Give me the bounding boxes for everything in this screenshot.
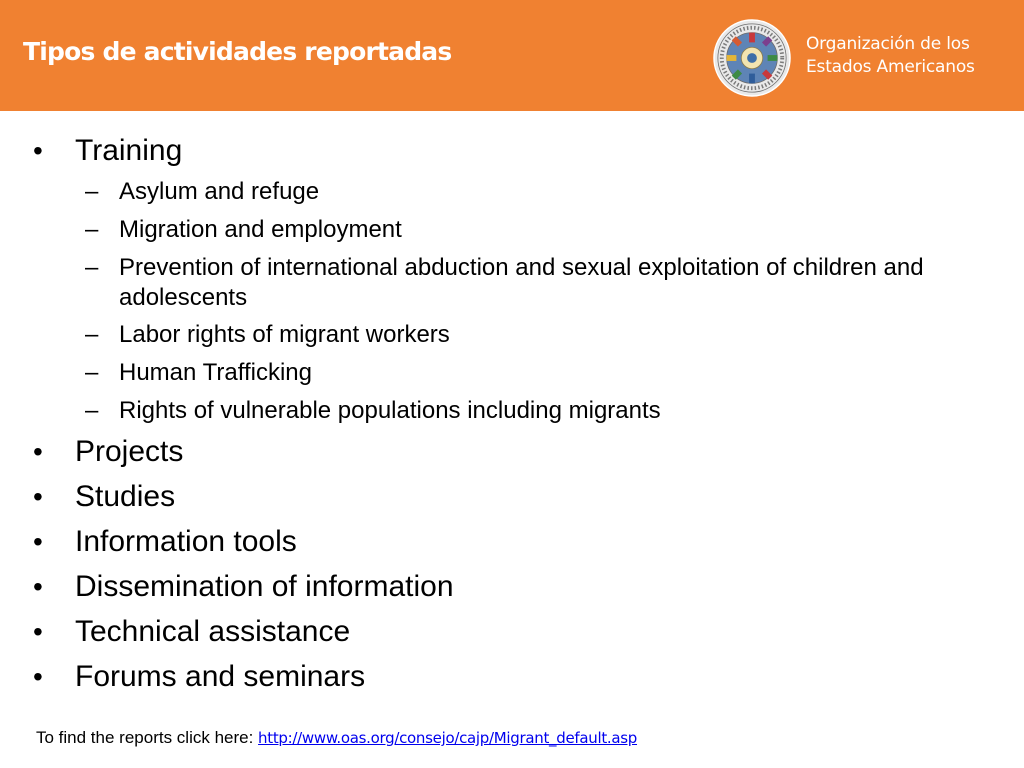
sub-item <box>85 320 939 350</box>
bullet-label: Projects <box>75 435 184 468</box>
dash-icon: – <box>85 216 99 243</box>
bullet-item-forums <box>33 660 366 694</box>
slide-title: Tipos de actividades reportadas <box>23 37 452 66</box>
dash-icon: – <box>85 321 99 348</box>
bullet-icon: • <box>33 481 43 512</box>
bullet-label: Studies <box>75 480 176 513</box>
bullet-label: Forums and seminars <box>75 660 366 693</box>
dash-icon: – <box>85 254 99 281</box>
sub-item <box>85 358 939 388</box>
sub-item <box>85 396 939 426</box>
bullet-item-studies <box>33 480 176 514</box>
sub-item-label: Rights of vulnerable populations including migrants <box>119 397 661 424</box>
bullet-item-projects <box>33 435 184 469</box>
sub-item-label: Human Trafficking <box>119 359 312 386</box>
bullet-label: Training <box>75 134 183 167</box>
sub-item <box>85 177 939 207</box>
dash-icon: – <box>85 359 99 386</box>
bullet-item-dissemination <box>33 570 454 604</box>
org-name-line-2: Estados Americanos <box>806 57 975 77</box>
sub-item <box>85 215 939 245</box>
footer-text: To find the reports click here: <box>36 728 259 747</box>
sub-item-label: Migration and employment <box>119 216 402 243</box>
dash-icon: – <box>85 178 99 205</box>
bullet-item-technical-assistance <box>33 615 351 649</box>
sub-item-label: Asylum and refuge <box>119 178 320 205</box>
reports-footer <box>36 727 637 749</box>
bullet-icon: • <box>33 571 43 602</box>
bullet-label: Information tools <box>75 525 297 558</box>
org-name-line-1: Organización de los <box>806 34 970 54</box>
bullet-icon: • <box>33 526 43 557</box>
bullet-icon: • <box>33 616 43 647</box>
dash-icon: – <box>85 397 99 424</box>
sub-item-label: Prevention of international abduction and sexual exploitation of children and adolescents <box>119 254 924 311</box>
bullet-item-training <box>33 134 183 168</box>
bullet-item-information-tools <box>33 525 297 559</box>
bullet-icon: • <box>33 135 43 166</box>
bullet-icon: • <box>33 661 43 692</box>
bullet-icon: • <box>33 436 43 467</box>
reports-link[interactable]: http://www.oas.org/consejo/cajp/Migrant_default.asp <box>258 729 638 747</box>
bullet-label: Dissemination of information <box>75 570 454 603</box>
bullet-label: Technical assistance <box>75 615 351 648</box>
sub-item <box>85 253 939 313</box>
sub-item-label: Labor rights of migrant workers <box>119 321 450 348</box>
